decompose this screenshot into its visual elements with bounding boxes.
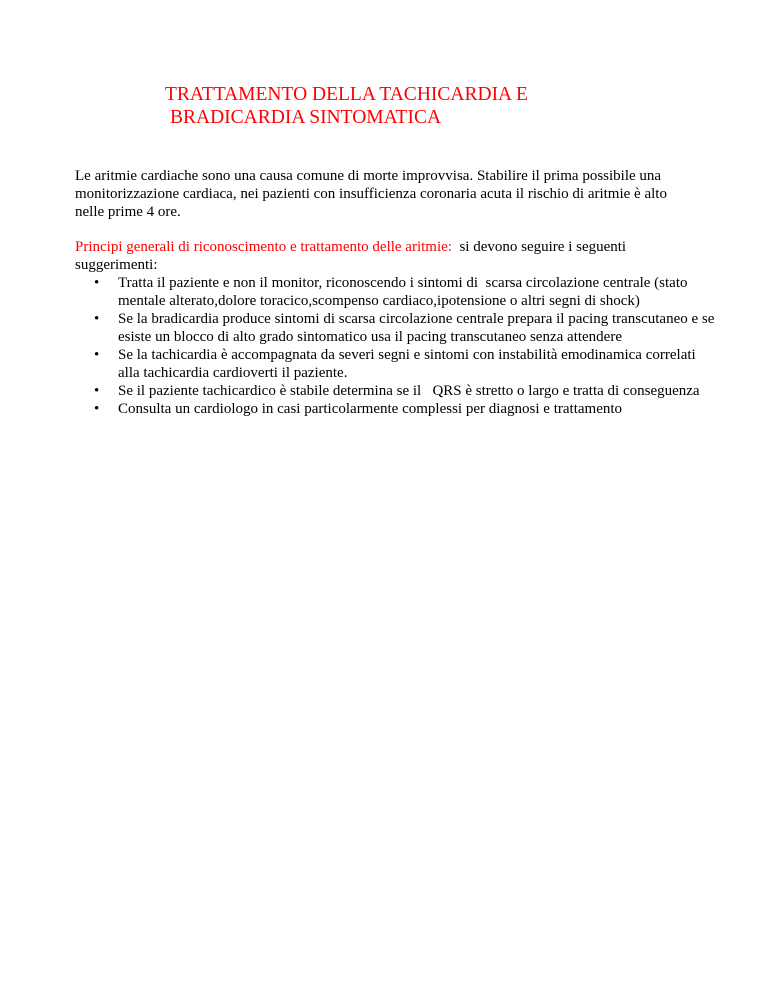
title-line-1: TRATTAMENTO DELLA TACHICARDIA E <box>165 84 528 105</box>
bullet-icon: • <box>94 347 100 363</box>
bullet-icon: • <box>94 383 100 399</box>
principles-paragraph <box>75 238 695 274</box>
title-line-2: BRADICARDIA SINTOMATICA <box>170 107 442 128</box>
list-item-text: Se la tachicardia è accompagnata da severi segni e sintomi con instabilità emodinamica correlati alla tachicardia cardioverti il paziente. <box>118 347 696 381</box>
list-item-text: Consulta un cardiologo in casi particolarmente complessi per diagnosi e trattamento <box>118 401 623 417</box>
bullet-icon: • <box>94 275 100 291</box>
list-item <box>75 346 715 382</box>
recommendations-list <box>75 274 715 418</box>
page-title <box>0 83 768 129</box>
list-item <box>75 310 715 346</box>
list-item-text: Se il paziente tachicardico è stabile determina se il QRS è stretto o largo e tratta di conseguenza <box>118 383 700 399</box>
bullet-icon: • <box>94 311 100 327</box>
list-item <box>75 400 715 418</box>
principles-heading: Principi generali di riconoscimento e trattamento delle aritmie: <box>75 239 452 255</box>
list-item-text: Se la bradicardia produce sintomi di scarsa circolazione centrale prepara il pacing transcutaneo e se esiste un blocco di alto grado sintomatico usa il pacing transcutaneo senza attendere <box>118 311 715 345</box>
principles-lead: si devono seguire i seguenti suggerimenti: <box>75 239 630 273</box>
bullet-icon: • <box>94 401 100 417</box>
list-item-text: Tratta il paziente e non il monitor, riconoscendo i sintomi di scarsa circolazione centrale (stato mentale alterato,dolore toracico,scompenso cardiaco,ipotensione o altri segni di shock) <box>118 275 692 309</box>
list-item <box>75 382 715 400</box>
list-item <box>75 274 715 310</box>
intro-paragraph: Le aritmie cardiache sono una causa comune di morte improvvisa. Stabilire il prima possibile una monitorizzazione cardiaca, nei pazienti con insufficienza coronaria acuta il rischio di aritmie è alto nelle prime 4 ore. <box>75 168 667 220</box>
